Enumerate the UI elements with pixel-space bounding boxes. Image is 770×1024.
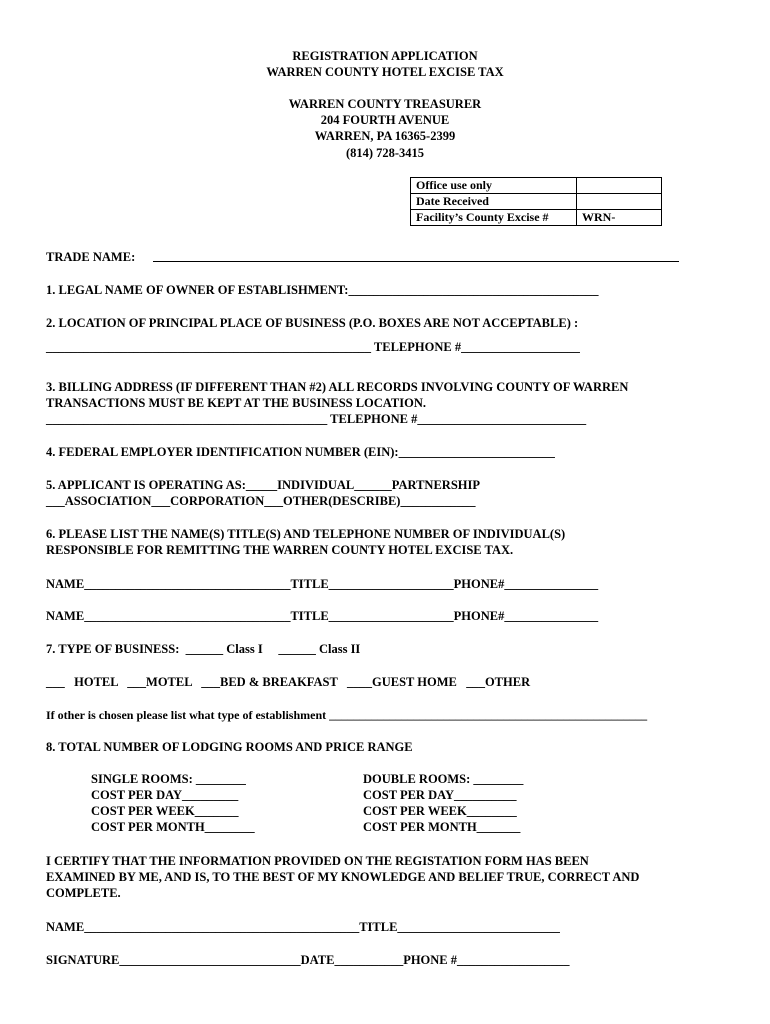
office-use-table [410, 177, 662, 226]
certification-text: COMPLETE. [46, 886, 121, 900]
responsible-person-row: NAME_________________________________TITLE____________________PHONE#_______________ [46, 609, 599, 623]
question-5-options: ___ASSOCIATION___CORPORATION___OTHER(DESCRIBE)____________ [46, 494, 476, 508]
office-use-label: Office use only [411, 178, 577, 194]
single-rooms-block [91, 771, 255, 835]
certification-text: I CERTIFY THAT THE INFORMATION PROVIDED ON THE REGISTATION FORM HAS BEEN [46, 854, 589, 868]
office-street: 204 FOURTH AVENUE [320, 113, 450, 127]
single-cost-per-day: COST PER DAY_________ [91, 788, 239, 802]
office-use-value [577, 178, 662, 194]
excise-number-label: Facility’s County Excise # [411, 210, 577, 226]
question-3: 3. BILLING ADDRESS (IF DIFFERENT THAN #2) ALL RECORDS INVOLVING COUNTY OF WARREN [46, 380, 629, 394]
trade-name-label: TRADE NAME: [46, 250, 136, 264]
responsible-person-row: NAME_________________________________TITLE____________________PHONE#_______________ [46, 577, 599, 591]
question-3-fields: _____________________________________________ TELEPHONE #___________________________ [46, 412, 587, 426]
question-1: 1. LEGAL NAME OF OWNER OF ESTABLISHMENT:________________________________________ [46, 283, 599, 297]
double-cost-per-week: COST PER WEEK________ [363, 804, 517, 818]
office-phone: (814) 728-3415 [345, 146, 425, 160]
double-cost-per-day: COST PER DAY__________ [363, 788, 517, 802]
question-2-fields: ____________________________________________________ TELEPHONE #___________________ [46, 340, 580, 354]
date-received-value [577, 194, 662, 210]
question-3-note: TRANSACTIONS MUST BE KEPT AT THE BUSINESS LOCATION. [46, 396, 426, 410]
single-cost-per-month: COST PER MONTH________ [91, 820, 255, 834]
double-cost-per-month: COST PER MONTH_______ [363, 820, 521, 834]
date-received-label: Date Received [411, 194, 577, 210]
question-4: 4. FEDERAL EMPLOYER IDENTIFICATION NUMBER (EIN):_________________________ [46, 445, 555, 459]
form-title: REGISTRATION APPLICATION [292, 49, 478, 63]
double-rooms-field: DOUBLE ROOMS: ________ [363, 772, 524, 786]
form-subtitle: WARREN COUNTY HOTEL EXCISE TAX [266, 65, 504, 79]
double-rooms-block [363, 771, 523, 835]
single-cost-per-week: COST PER WEEK_______ [91, 804, 239, 818]
business-type-options: ___ HOTEL ___MOTEL ___BED & BREAKFAST ____GUEST HOME ___OTHER [46, 675, 531, 689]
trade-name-field[interactable] [153, 261, 679, 262]
excise-number-value: WRN- [577, 210, 662, 226]
office-name: WARREN COUNTY TREASURER [288, 97, 482, 111]
question-2: 2. LOCATION OF PRINCIPAL PLACE OF BUSINESS (P.O. BOXES ARE NOT ACCEPTABLE) : [46, 316, 579, 330]
office-city: WARREN, PA 16365-2399 [314, 129, 456, 143]
question-5: 5. APPLICANT IS OPERATING AS:_____INDIVIDUAL______PARTNERSHIP [46, 478, 480, 492]
single-rooms-field: SINGLE ROOMS: ________ [91, 772, 246, 786]
question-7: 7. TYPE OF BUSINESS: ______ Class I ______ Class II [46, 642, 361, 656]
certification-text: EXAMINED BY ME, AND IS, TO THE BEST OF MY KNOWLEDGE AND BELIEF TRUE, CORRECT AND [46, 870, 640, 884]
signature-row: SIGNATURE_____________________________DATE___________PHONE #__________________ [46, 953, 570, 967]
question-8: 8. TOTAL NUMBER OF LODGING ROOMS AND PRICE RANGE [46, 740, 413, 754]
question-6: 6. PLEASE LIST THE NAME(S) TITLE(S) AND TELEPHONE NUMBER OF INDIVIDUAL(S) [46, 527, 566, 541]
other-establishment-line: If other is chosen please list what type of establishment _____________________________________________________ [46, 708, 648, 722]
question-6-note: RESPONSIBLE FOR REMITTING THE WARREN COUNTY HOTEL EXCISE TAX. [46, 543, 514, 557]
signer-name-row: NAME____________________________________________TITLE__________________________ [46, 920, 560, 934]
